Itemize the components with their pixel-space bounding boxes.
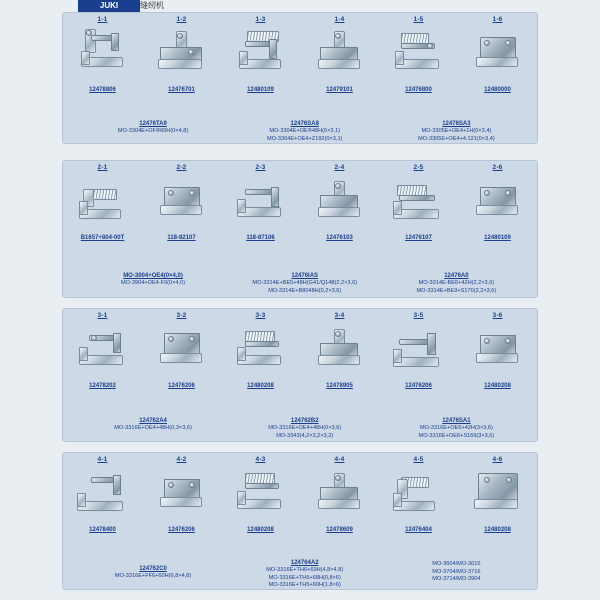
item-code: 2-6 (492, 164, 503, 171)
group-desc: MO-3304E+OF®60H(0×4,8) (117, 128, 189, 134)
part-number: 118-82107 (167, 235, 196, 241)
foot-illustration (146, 323, 218, 381)
foot-illustration (383, 27, 455, 85)
brand-logo: JUKI (78, 0, 140, 12)
group-desc: MO-3343(4,2×3,2×3,2) (276, 432, 334, 439)
part-number: B1657+804-00T (80, 235, 125, 241)
part-number: 12476107 (405, 235, 432, 241)
foot-illustration (462, 175, 534, 233)
part-number: 12479101 (326, 87, 353, 93)
group-3-b (229, 417, 381, 440)
foot-illustration (146, 467, 218, 525)
foot-illustration (462, 467, 534, 525)
foot-illustration (67, 323, 139, 381)
part-number: 12476800 (405, 87, 432, 93)
item-code: 1-6 (492, 16, 503, 23)
part-number: 12476103 (326, 235, 353, 241)
item-code: 1-1 (97, 16, 108, 23)
part-number: 118-87106 (246, 235, 275, 241)
part-number: 12480000 (484, 87, 511, 93)
group-desc: MO-3314E-BE6+42H(2,2×3,6) (418, 280, 495, 286)
part-number: 12480208 (484, 527, 511, 533)
foot-illustration (304, 467, 376, 525)
item-code: 3-4 (334, 312, 345, 319)
catalog-panel-3 (62, 308, 538, 442)
item-code: 1-4 (334, 16, 345, 23)
group-desc: MO-3316E+OE4+48H(0×3,6) (268, 425, 342, 431)
part-number: 12476701 (168, 87, 195, 93)
foot-illustration (462, 323, 534, 381)
part-number: 12478905 (326, 383, 353, 389)
part-number: 12476206 (168, 383, 195, 389)
group-desc: MO-3604/MO-3616 (432, 561, 481, 567)
group-desc: MO-3305E+OE4+1H(0×3,4) (421, 128, 492, 134)
group-desc: MO-3316E+OE6+S169(3×3,6) (418, 432, 495, 439)
foot-illustration (383, 467, 455, 525)
item-code: 4-5 (413, 456, 424, 463)
part-number: 12478806 (89, 87, 116, 93)
item-code: 2-2 (176, 164, 187, 171)
group-desc: MO-3316E+TH5+68H(0,8×6) (268, 574, 341, 581)
group-code: 12476A0 (444, 273, 469, 279)
part-number: 12478400 (89, 527, 116, 533)
part-number: 12480208 (247, 527, 274, 533)
group-code: 124762C0 (139, 566, 167, 572)
brand-suffix: 缝纫机 (140, 1, 164, 10)
item-code: 3-2 (176, 312, 187, 319)
group-4-c (376, 561, 537, 584)
item-code: 4-4 (334, 456, 345, 463)
group-4-b (229, 559, 381, 590)
foot-illustration (225, 27, 297, 85)
foot-illustration (146, 27, 218, 85)
part-number: 12476206 (405, 383, 432, 389)
item-code: 3-6 (492, 312, 503, 319)
part-number: 12480109 (484, 235, 511, 241)
group-desc: MO-3904+OE4-F0(0×4,0) (121, 280, 186, 286)
group-code: 124764A2 (290, 560, 319, 566)
group-code: 12476IAS (291, 273, 319, 279)
part-number: 12480208 (484, 383, 511, 389)
part-number: 12476206 (168, 527, 195, 533)
item-code: 2-3 (255, 164, 266, 171)
group-4-a (82, 565, 224, 581)
group-desc: MO-3304E+OE4+Z192(0×3,1) (267, 135, 343, 142)
group-3-a (82, 417, 224, 433)
group-desc: MO-3305E+OE4+4.121(0×3,4) (418, 135, 495, 142)
item-code: 4-1 (97, 456, 108, 463)
group-code: 124762B2 (290, 418, 319, 424)
group-code: 12476TA9 (139, 121, 167, 127)
group-code: 12476SA8 (290, 121, 319, 127)
item-code: 2-1 (97, 164, 108, 171)
part-number: 12480109 (247, 87, 274, 93)
group-desc: MO-3314E+BE5+48H(G41/Q148(2,2×3,6) (252, 280, 358, 286)
part-number: 12478609 (326, 527, 353, 533)
group-desc: MO-3314E+BE9+S170(2,2×3,6) (416, 287, 497, 294)
foot-illustration (383, 175, 455, 233)
item-code: 4-2 (176, 456, 187, 463)
foot-illustration (383, 323, 455, 381)
item-code: 3-5 (413, 312, 424, 319)
foot-illustration (67, 467, 139, 525)
group-2-b (229, 272, 381, 295)
item-code: 3-3 (255, 312, 266, 319)
foot-illustration (67, 27, 139, 85)
item-code: 2-5 (413, 164, 424, 171)
item-code: 2-4 (334, 164, 345, 171)
group-desc: MO-3304E+OE®48H(6×3,1) (269, 128, 341, 134)
foot-illustration (67, 175, 139, 233)
group-code: 124762A4 (139, 418, 167, 424)
foot-illustration (304, 323, 376, 381)
item-code: 1-2 (176, 16, 187, 23)
foot-illustration (146, 175, 218, 233)
foot-illustration (304, 27, 376, 85)
foot-illustration (225, 467, 297, 525)
group-1-a (82, 120, 224, 136)
group-desc: MO-3316E+TH6+69H(4,8×4,8) (266, 567, 344, 573)
group-1-c (376, 120, 537, 143)
foot-illustration (304, 175, 376, 233)
group-code: MO-3004+OE4(0×4,0) (123, 273, 183, 279)
foot-illustration (225, 323, 297, 381)
catalog-panel-1 (62, 12, 538, 144)
group-2-c (376, 272, 537, 295)
group-desc: MO-3316E+TH5+60H(1,8×6) (268, 582, 341, 589)
item-code: 1-5 (413, 16, 424, 23)
group-desc: MO-3316E+OE4+48H(0,3×3,6) (114, 425, 192, 431)
group-desc: MO-3704/MO-3716 (432, 568, 481, 575)
catalog-panel-2 (62, 160, 538, 298)
group-code: 12476SA1 (442, 418, 471, 424)
item-code: 4-3 (255, 456, 266, 463)
group-2-a (82, 272, 224, 288)
part-number: 12478202 (89, 383, 116, 389)
group-3-c (376, 417, 537, 440)
group-desc: MO-3316E+OE6+42H(3×3,6) (419, 425, 493, 431)
foot-illustration (225, 175, 297, 233)
part-number: 12476404 (405, 527, 432, 533)
group-desc: MO-3314E+B8048H(0,2×3,6) (268, 287, 342, 294)
group-1-b (229, 120, 381, 143)
group-code: 12476SA3 (442, 121, 471, 127)
item-code: 1-3 (255, 16, 266, 23)
foot-illustration (462, 27, 534, 85)
group-desc: MO-3714/MO-3904 (432, 576, 481, 583)
catalog-panel-4 (62, 452, 538, 590)
part-number: 12480208 (247, 383, 274, 389)
item-code: 4-6 (492, 456, 503, 463)
group-desc: MO-3316E+FF6+60H(6,8×4,8) (114, 573, 192, 579)
item-code: 3-1 (97, 312, 108, 319)
